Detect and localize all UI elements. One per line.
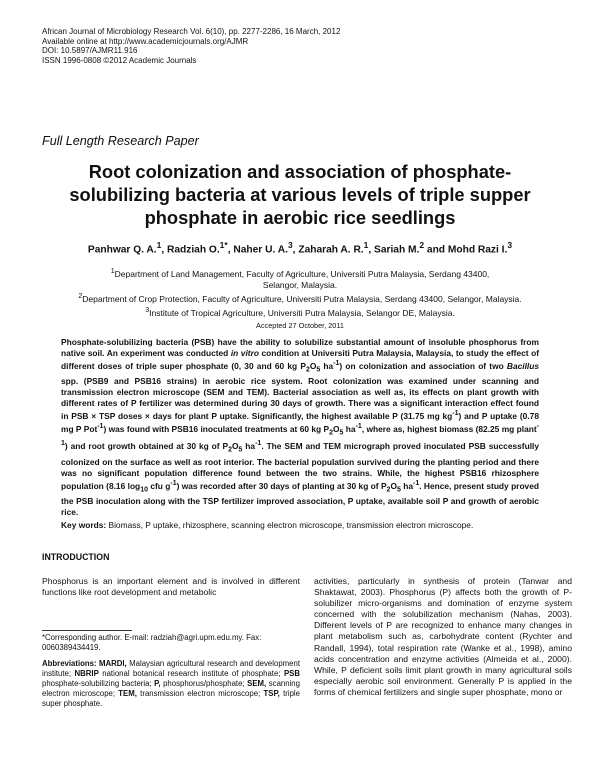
affiliation-2 <box>30 291 570 305</box>
title-line: phosphate in aerobic rice seedlings <box>144 207 456 228</box>
affiliation-marker: 3 <box>145 305 150 314</box>
online-availability: Available online at http://www.academicjournals.org/AJMR <box>42 36 249 46</box>
affiliation-marker: 2 <box>78 291 83 300</box>
affiliation-marker: 3 <box>507 240 513 250</box>
footnote-divider <box>42 630 132 631</box>
abstract: Phosphate-solubilizing bacteria (PSB) have the ability to solubilize substantial amount of insoluble phosphorus from native soil. An experiment was conducted in vitro condition at Universiti Putra Malaysia, Malaysia, to study the effect of different doses of triple super phosphate (0, 30 and 60 kg $P_2O_5$ $ha^{-1}$) on colonization and association of two Bacillus spp. (PSB9 and PSB16 strains) in aerobic rice system. Root colonization was examined under scanning and transmission electron microscope (SEM and TEM). Bacterial association as well as, its effects on plant growth with different rates of P fertilizer was determined during 30 days of growth. There was a significant interaction effect found in PSB × TSP doses × days for plant P uptake. Significantly, the highest available P (31.75 mg $kg^{-1}$) and P uptake (0.78 mg P Pot$^{-1}$) was found with PSB16 inoculated treatments at 60 kg $P_2O_5$ $ha^{-1}$, where as, highest biomass (82.25 mg plant$^{-1}$) and root growth obtained at 30 kg of $P_2O_5$ $ha^{-1}$. The SEM and TEM micrograph proved inoculated PSB successfully colonized on the surface as well as root interior. The bacterial population survived during the planting period and there was no significant population difference found between the two strains. While, the highest PSB16 rhizosphere population (8.16 $\log_{10}$ cfu $g^{-1}$) was recorded after 30 days of planting at 30 kg of $P_2O_5$ $ha^{-1}$. Hence, present study proved the PSB inoculation along with the TSP fertilizer improved association, P uptake, available soil P and growth of aerobic rice. <box>61 337 540 518</box>
accepted-date: Accepted 27 October, 2011 <box>256 321 344 330</box>
affiliation-text: Institute of Tropical Agriculture, Universiti Putra Malaysia, Selangor DE, Malaysia. <box>149 307 455 318</box>
title-line: solubilizing bacteria at various levels of triple supper <box>69 184 531 205</box>
affiliation-marker: 1 <box>156 240 162 250</box>
intro-left-column: Phosphorus is an important element and is involved in different functions like root development and metabolic <box>42 576 300 598</box>
article-type: Full Length Research Paper <box>42 134 199 148</box>
author-name: Mohd Razi I. <box>447 244 508 256</box>
keywords <box>61 520 551 530</box>
author-name: Zaharah A. R. <box>298 244 364 256</box>
intro-right-column: activities, particularly in synthesis of protein (Tanwar and Shaktawat, 2003). Phosphorus (P) affects both the growth of P-solubilizer micro-organisms and domination of enzyme system concerned with the solubilization mechanism (Nahas, 2003). Different levels of P are recognized to enhance many changes in plant metabolism such as, carbohydrate content (Rychter and Randall, 1994), total respiration rate (Wanke et al., 1998), amino acids concentration and enzyme activities (Almeida et al., 2000). While, P deficient soils limit plant growth in many agricultural soils especially aerobic soil environment. Generally P is applied in the forms of chemical fertilizers and single super phosphate, mono or <box>314 576 572 697</box>
paper-title <box>40 160 560 229</box>
affiliation-marker: 1 <box>363 240 369 250</box>
affiliation-text: Department of Land Management, Faculty of Agriculture, Universiti Putra Malaysia, Serdang 43400, <box>114 268 490 279</box>
issn: ISSN 1996-0808 ©2012 Academic Journals <box>42 55 197 65</box>
author-list: Panhwar Q. A.$^1$, Radziah O.$^{1*}$, Naher U. A.$^3$, Zaharah A. R.$^1$, Sariah M.$^2$ and Mohd Razi I.$^3$ <box>87 240 513 256</box>
affiliations <box>30 266 570 318</box>
corresponding-author-footnote: *Corresponding author. E-mail: radziah@agri.upm.edu.my. Fax: 0060389434419. <box>42 633 262 652</box>
affiliation-marker: 1 <box>110 267 115 275</box>
section-heading: INTRODUCTION <box>42 552 110 562</box>
author-name: Naher U. A. <box>233 244 288 256</box>
affiliation-marker: 3 <box>287 240 293 250</box>
author-name: Panhwar Q. A. <box>87 244 157 256</box>
author-name: Radziah O. <box>167 244 220 256</box>
doi: DOI: 10.5897/AJMR11.916 <box>42 46 138 56</box>
affiliation-1-cont: Selangor, Malaysia. <box>262 279 338 290</box>
title-line: Root colonization and association of phosphate- <box>88 161 512 182</box>
abbreviations-footnote: Abbreviations: MARDI, Malaysian agricultural research and development institute; NBRIP national botanical research institute of phosphate; PSB phosphate-solubilizing bacteria; P, phosphorus/phosphate; SEM, scanning electron microscope; TEM, transmission electron microscope; TSP, triple super phosphate. <box>42 659 300 709</box>
journal-header <box>42 27 462 65</box>
author-name: Sariah M. <box>374 244 420 256</box>
affiliation-1 <box>30 266 570 280</box>
journal-citation: African Journal of Microbiology Research Vol. 6(10), pp. 2277-2286, 16 March, 2012 <box>42 27 341 36</box>
keywords-text: Biomass, P uptake, rhizosphere, scanning electron microscope, transmission electron microscope. <box>106 520 474 530</box>
affiliation-text: Department of Crop Protection, Faculty of Agriculture, Universiti Putra Malaysia, Serdang 43400, Selangor, Malaysia. <box>82 293 522 304</box>
affiliation-marker: 2 <box>419 240 425 250</box>
keywords-label: Key words: <box>61 520 107 530</box>
author-conjunction: and <box>426 244 446 256</box>
affiliation-3 <box>30 305 570 319</box>
affiliation-marker: 1* <box>219 240 228 250</box>
